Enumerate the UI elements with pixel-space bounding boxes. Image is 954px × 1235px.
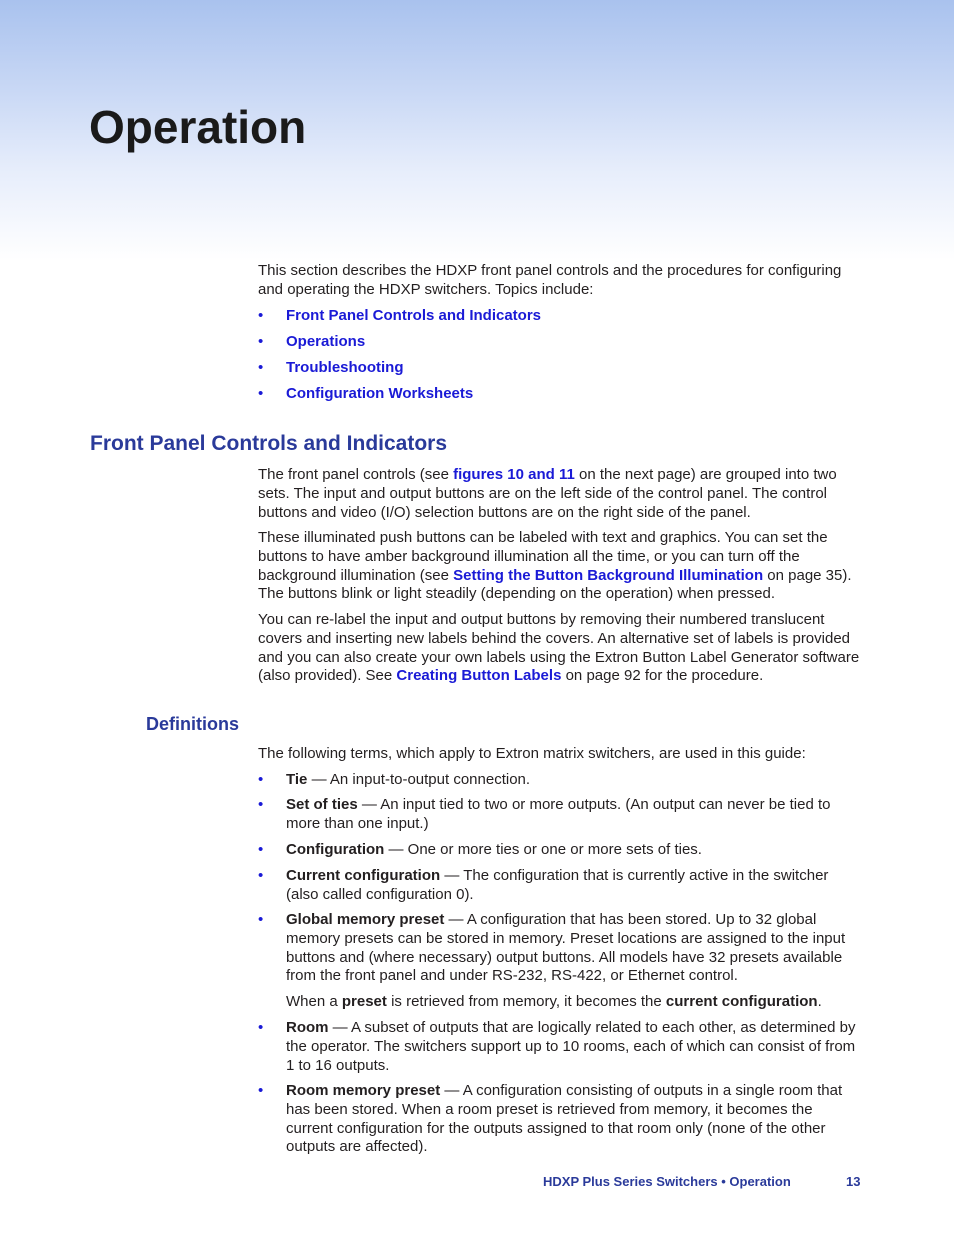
- definition-term: Current configuration: [286, 867, 441, 884]
- definition-item: [258, 796, 858, 834]
- bullet-icon: •: [258, 307, 264, 324]
- chapter-title: Operation: [89, 101, 307, 153]
- front-panel-paragraph-3: [258, 611, 868, 686]
- definition-desc: — The configuration that is currently active in the switcher (also called configuration 0).: [286, 867, 829, 903]
- intro-paragraph: This section describes the HDXP front panel controls and the procedures for configuring and operating the HDXP switchers. Topics include:: [258, 262, 842, 298]
- topic-item[interactable]: [258, 359, 858, 385]
- topic-item[interactable]: [258, 333, 858, 359]
- topic-link-operations[interactable]: Operations: [286, 333, 366, 350]
- topic-link-troubleshooting[interactable]: Troubleshooting: [286, 359, 404, 376]
- text-run: on the next page) are grouped into two sets. The input and output buttons are on the left side of the control panel. The control buttons and video (I/O) selection buttons are on the right side of the panel.: [258, 466, 837, 521]
- bullet-icon: •: [258, 867, 264, 884]
- definition-desc: — One or more ties or one or more sets of ties.: [384, 841, 702, 858]
- text-run: on page 92 for the procedure.: [561, 667, 764, 685]
- text-run: The front panel controls (see: [258, 466, 454, 483]
- definition-item: [258, 1019, 858, 1075]
- topic-item[interactable]: [258, 307, 858, 333]
- bullet-icon: •: [258, 333, 264, 350]
- text-run: on page 35). The buttons blink or light steadily (depending on the operation) when pressed.: [258, 566, 852, 603]
- page-number: 13: [846, 1174, 861, 1189]
- bullet-icon: •: [258, 1082, 264, 1099]
- topic-list: [258, 307, 858, 411]
- button-labels-link[interactable]: Creating Button Labels: [396, 667, 562, 685]
- text-run-bold: current configuration: [665, 993, 818, 1010]
- text-run: When a: [286, 993, 342, 1010]
- text-run: These illuminated push buttons can be labeled with text and graphics. You can set the buttons to have amber background illumination all the time, or you can turn off the background illumination (see: [258, 529, 828, 584]
- bullet-icon: •: [258, 796, 264, 813]
- front-panel-paragraph-1: [258, 466, 868, 522]
- definition-term: Configuration: [286, 841, 385, 858]
- bullet-icon: •: [258, 841, 264, 858]
- definition-item: [258, 867, 858, 905]
- definition-item: [258, 911, 858, 986]
- topic-link-worksheets[interactable]: Configuration Worksheets: [286, 385, 474, 402]
- definition-term: Room memory preset: [286, 1082, 441, 1099]
- definition-desc: — An input-to-output connection.: [307, 771, 531, 788]
- definition-item: [258, 1082, 858, 1157]
- definition-desc: — A subset of outputs that are logically related to each other, as determined by the operator. The switchers support up to 10 rooms, each of which can consist of from 1 to 16 outputs.: [286, 1019, 856, 1074]
- definition-term: Room: [286, 1019, 329, 1036]
- front-panel-paragraph-2: [258, 529, 868, 604]
- definition-desc: — A configuration that has been stored. Up to 32 global memory presets can be stored in memory. Preset locations are assigned to the input buttons and (where necessary) output buttons. All models have 32 presets available from the front panel and under RS-232, RS-422, or Ethernet control.: [286, 911, 846, 985]
- text-run: is retrieved from memory, it becomes the: [386, 993, 666, 1010]
- figures-link[interactable]: figures 10 and 11: [453, 466, 575, 483]
- definition-item: [258, 841, 858, 860]
- preset-note: [258, 993, 858, 1012]
- definition-desc: — A configuration consisting of outputs in a single room that has been stored. When a room preset is retrieved from memory, it becomes the current configuration for the outputs assigned to that room only (none of the other outputs are affected).: [286, 1082, 843, 1156]
- definition-desc: — An input tied to two or more outputs. (An output can never be tied to more than one input.): [286, 796, 831, 832]
- definitions-intro: The following terms, which apply to Extron matrix switchers, are used in this guide:: [258, 745, 806, 762]
- definition-term: Set of ties: [286, 796, 358, 813]
- section-heading-front-panel: Front Panel Controls and Indicators: [90, 432, 448, 455]
- illumination-link[interactable]: Setting the Button Background Illumination: [453, 566, 764, 584]
- text-run: You can re-label the input and output buttons by removing their numbered translucent covers and inserting new labels behind the covers. An alternative set of labels is provided and you can also create your own labels using the Extron Button Label Generator software (also provided). See: [258, 611, 860, 685]
- definition-term: Tie: [286, 771, 308, 788]
- text-run-bold: preset: [341, 993, 387, 1010]
- text-run: .: [817, 993, 822, 1010]
- bullet-icon: •: [258, 359, 264, 376]
- bullet-icon: •: [258, 771, 264, 788]
- bullet-icon: •: [258, 385, 264, 402]
- definition-term: Global memory preset: [286, 911, 445, 928]
- topic-item[interactable]: [258, 385, 858, 411]
- topic-link-front-panel[interactable]: Front Panel Controls and Indicators: [286, 307, 542, 324]
- footer-title: HDXP Plus Series Switchers • Operation: [543, 1174, 791, 1189]
- definition-item: [258, 771, 858, 790]
- bullet-icon: •: [258, 1019, 264, 1036]
- section-heading-definitions: Definitions: [146, 714, 239, 734]
- bullet-icon: •: [258, 911, 264, 928]
